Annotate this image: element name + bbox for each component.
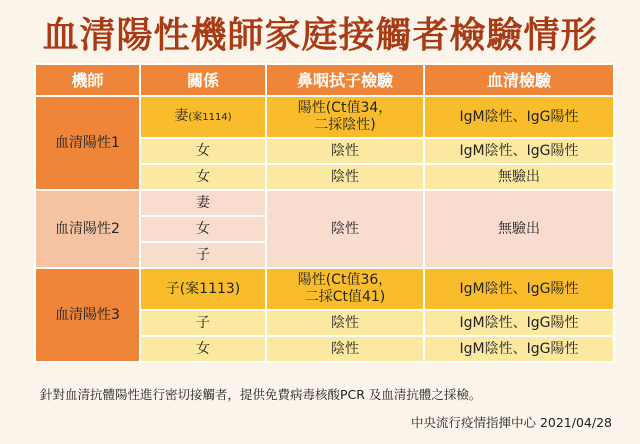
nasal-cell: 陰性	[266, 164, 424, 190]
header-relation: 關係	[140, 64, 266, 96]
page-title: 血清陽性機師家庭接觸者檢驗情形	[42, 15, 598, 56]
source-credit: 中央流行疫情指揮中心 2021/04/28	[410, 415, 612, 430]
serum-cell: 無驗出	[424, 190, 614, 268]
relation-cell: 女	[140, 216, 266, 242]
header-serum: 血清檢驗	[424, 64, 614, 96]
table-header-row	[35, 64, 614, 96]
contact-test-table	[34, 63, 615, 363]
nasal-cell: 陽性(Ct值36， 二採Ct值41)	[266, 268, 424, 310]
relation-cell: 女	[140, 336, 266, 362]
table-row	[35, 96, 614, 138]
table-row	[35, 268, 614, 310]
relation-cell: 女	[140, 164, 266, 190]
header-pilot: 機師	[35, 64, 140, 96]
relation-cell: 妻	[140, 190, 266, 216]
table-row	[35, 190, 614, 216]
serum-cell: IgM陰性、IgG陽性	[424, 268, 614, 310]
group-label: 血清陽性2	[35, 190, 140, 268]
relation-cell: 子(案1113)	[140, 268, 266, 310]
nasal-cell: 陽性(Ct值34， 二採陰性)	[266, 96, 424, 138]
serum-cell: IgM陰性、IgG陽性	[424, 96, 614, 138]
nasal-cell: 陰性	[266, 310, 424, 336]
serum-cell: IgM陰性、IgG陽性	[424, 310, 614, 336]
serum-cell: IgM陰性、IgG陽性	[424, 138, 614, 164]
relation-cell: 女	[140, 138, 266, 164]
relation-cell: 子	[140, 242, 266, 268]
group-label: 血清陽性3	[35, 268, 140, 362]
nasal-cell: 陰性	[266, 138, 424, 164]
nasal-cell: 陰性	[266, 190, 424, 268]
nasal-cell: 陰性	[266, 336, 424, 362]
relation-cell: 子	[140, 310, 266, 336]
footnote: 針對血清抗體陽性進行密切接觸者，提供免費病毒核酸PCR 及血清抗體之採檢。	[40, 387, 482, 402]
serum-cell: 無驗出	[424, 164, 614, 190]
relation-cell: 妻(案1114)	[140, 96, 266, 138]
group-label: 血清陽性1	[35, 96, 140, 190]
serum-cell: IgM陰性、IgG陽性	[424, 336, 614, 362]
header-nasal-swab: 鼻咽拭子檢驗	[266, 64, 424, 96]
